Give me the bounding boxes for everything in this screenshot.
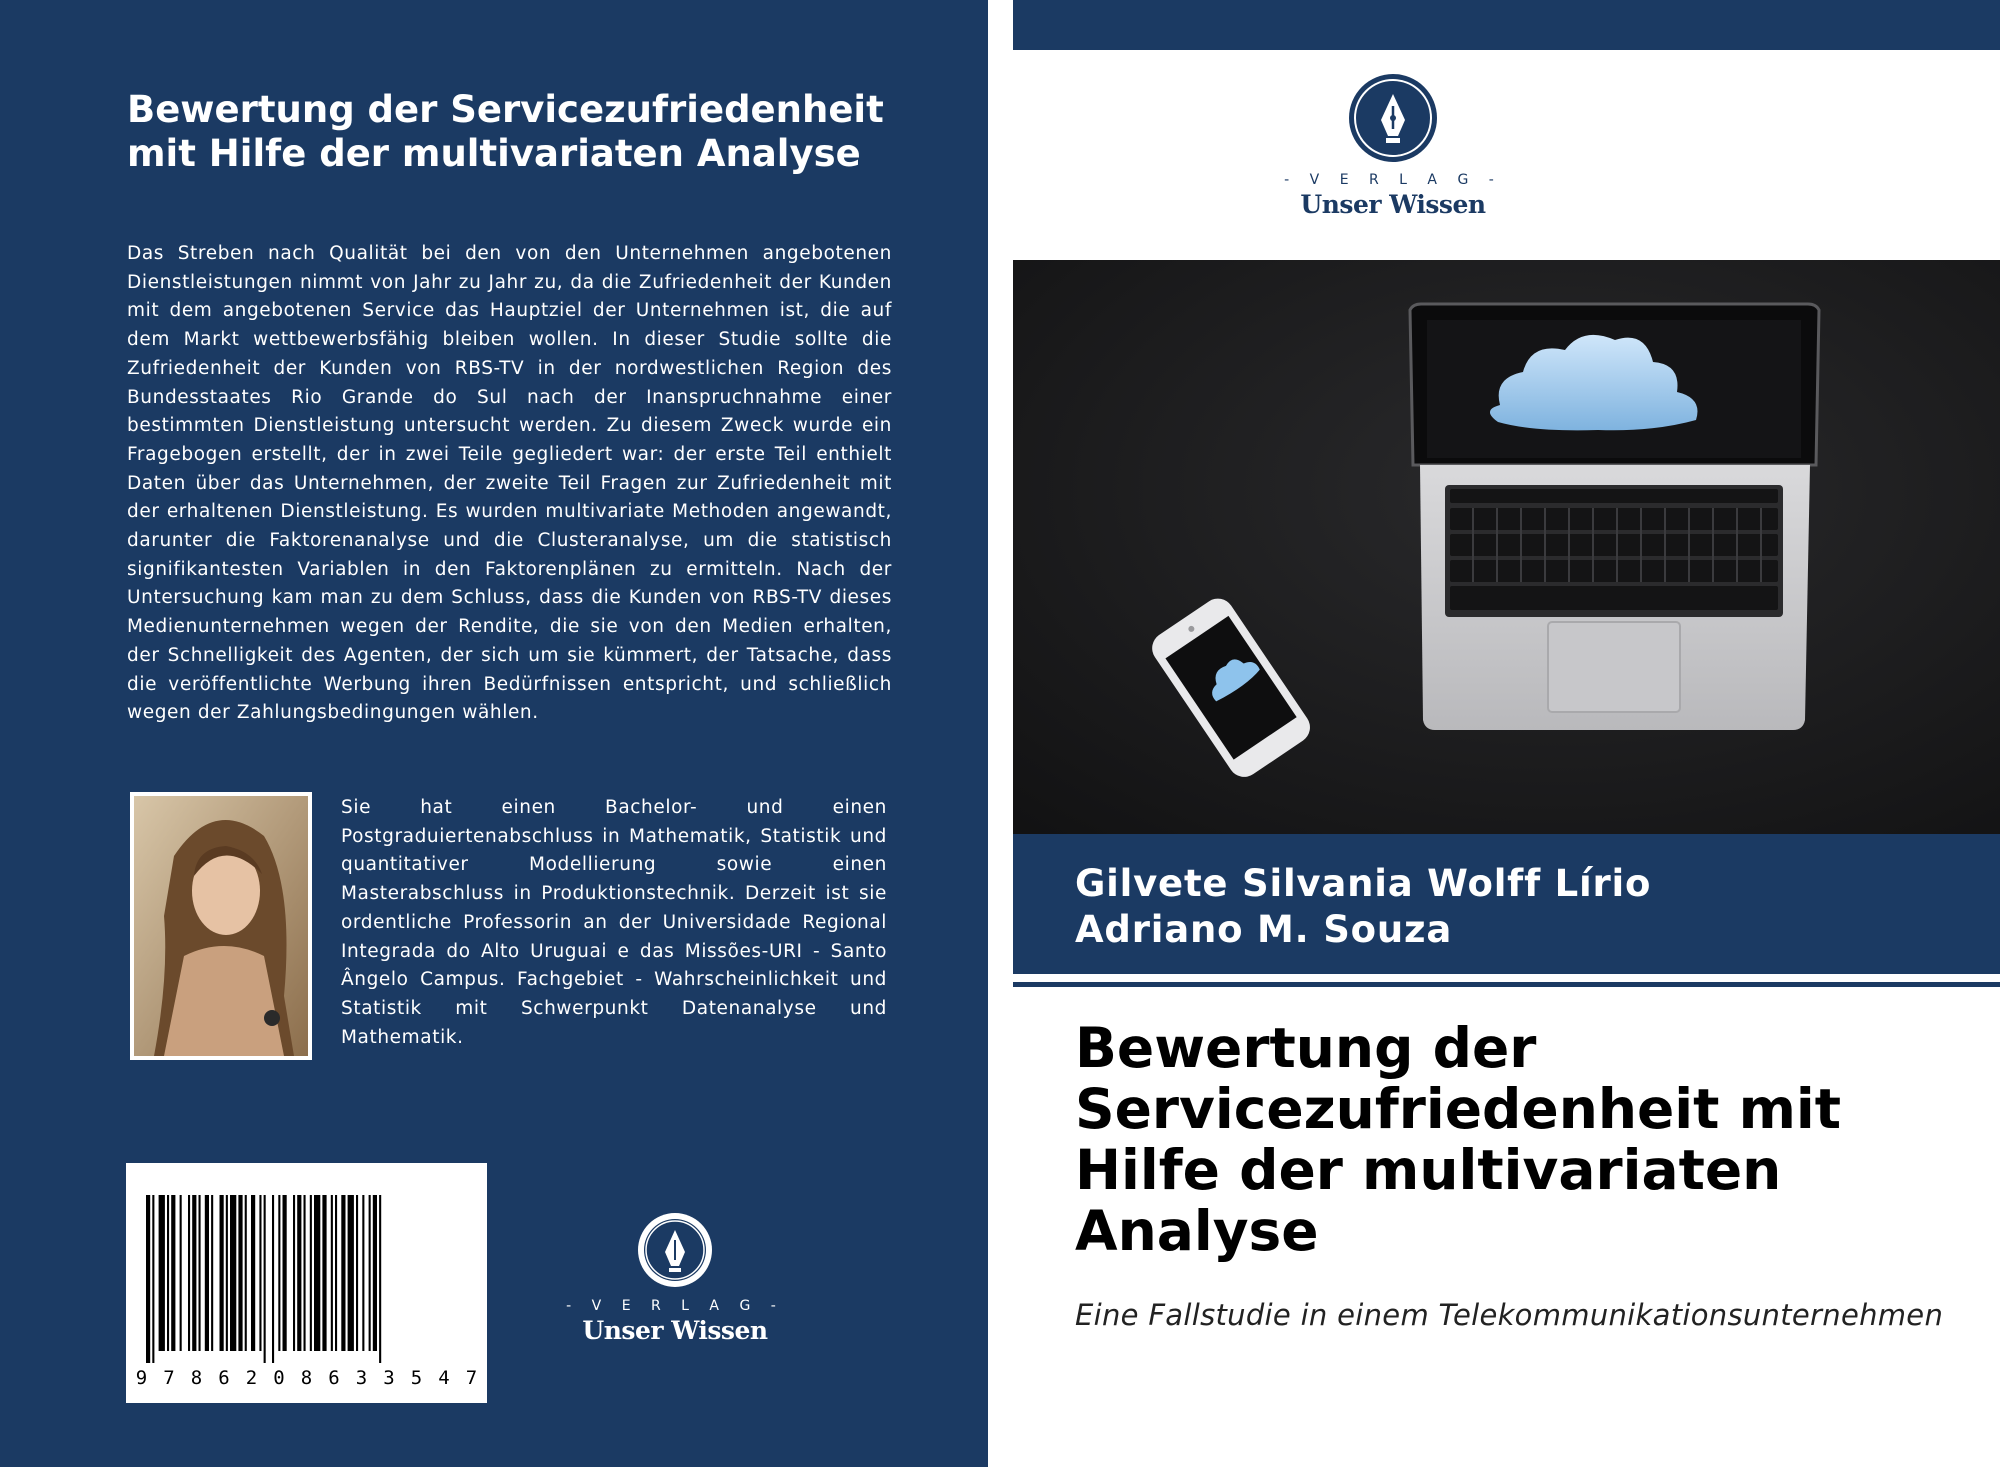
back-cover-blurb: Das Streben nach Qualität bei den von den Unternehmen angebotenen Dienstleistungen nimmt von Jahr zu Jahr zu, da die Zufriedenheit der Kunden mit dem angebotenen Service das Hauptziel der Unternehmen ist, die auf dem Markt wettbewerbsfähig bleiben wollen. In dieser Studie sollte die Zufriedenheit der Kunden von RBS-TV in der nordwestlichen Region des Bundesstaates Rio Grande do Sul nach der Inanspruchnahme einer bestimmten Dienstleistung untersucht werden. Zu diesem Zweck wurde ein Fragebogen erstellt, der in zwei Teile gegliedert war: der erste Teil enthielt Daten über das Unternehmen, der zweite Teil Fragen zur Zufriedenheit mit der erhaltenen Dienstleistung. Es wurden multivariate Methoden angewandt, darunter die Faktorenanalyse und die Clusteranalyse, um die statistisch signifikantesten Variablen in den Faktorenplänen zu ermitteln. Nach der Untersuchung kam man zu dem Schluss, dass die Kunden von RBS-TV dieses Medienunternehmen wegen der Rendite, die sie von den Medien erhalten, der Schnelligkeit des Agenten, der sich um sie kümmert, der Tatsache, dass die veröffentlichte Werbung ihren Bedürfnissen entspricht, und schließlich wegen der Zahlungsbedingungen wählen.	[127, 243, 892, 724]
back-logo-verlag: - V E R L A G -	[566, 1298, 784, 1314]
author-name-1: Gilvete Silvania Wolff Lírio	[1075, 862, 1652, 905]
barcode-bar	[322, 1195, 326, 1351]
author-bio: Sie hat einen Bachelor- und einen Postgraduiertenabschluss in Mathematik, Statistik und quantitativer Modellierung sowie einen Masterabschluss in Produktionstechnik. Derzeit ist sie ordentliche Professorin an der Universidade Regional Integrada do Alto Uruguai e das Missões-URI - Santo Ângelo Campus. Fachgebiet - Wahrscheinlichkeit und Statistik mit Schwerpunkt Datenanalyse und Mathematik.	[341, 797, 887, 1048]
isbn-digit: 8	[190, 1367, 203, 1389]
barcode-bar	[152, 1195, 154, 1363]
front-publisher-logo	[1278, 72, 1508, 219]
barcode-bar	[180, 1195, 182, 1351]
isbn-digit: 6	[218, 1367, 230, 1389]
isbn-digit: 3	[383, 1367, 395, 1389]
barcode-bar	[341, 1195, 345, 1351]
isbn-digit: 7	[465, 1367, 478, 1389]
barcode-bar	[379, 1195, 381, 1363]
barcode-bar	[167, 1195, 169, 1351]
cover-photo	[1013, 260, 2000, 834]
isbn-digit: 5	[410, 1367, 423, 1389]
barcode-bar	[159, 1195, 165, 1351]
barcode-bar	[293, 1195, 295, 1351]
barcode-bar	[331, 1195, 333, 1351]
barcode-bar	[310, 1195, 312, 1351]
barcode-bar	[226, 1195, 228, 1351]
back-logo-name: Unser Wissen	[582, 1316, 768, 1345]
back-publisher-logo	[560, 1210, 790, 1345]
laptop-and-phone-with-cloud-icon	[1013, 260, 2000, 834]
barcode-bar	[171, 1195, 175, 1351]
fountain-pen-nib-icon	[1347, 72, 1439, 164]
front-logo-verlag: - V E R L A G -	[1284, 172, 1502, 188]
barcode-bar	[369, 1195, 371, 1351]
barcode-bar	[251, 1195, 255, 1351]
front-logo-name: Unser Wissen	[1300, 190, 1486, 219]
isbn-number	[130, 1367, 483, 1389]
barcode-bar	[297, 1195, 301, 1351]
barcode-bar	[238, 1195, 242, 1351]
isbn-digit: 9	[135, 1367, 148, 1389]
barcode-bar	[211, 1195, 213, 1351]
author-photo	[130, 792, 312, 1060]
barcode-bar	[283, 1195, 287, 1351]
back-cover-title: Bewertung der Servicezufriedenheit mit Hilfe der multivariaten Analyse	[127, 88, 884, 175]
isbn-digit: 7	[163, 1367, 175, 1389]
barcode-bar	[199, 1195, 201, 1351]
front-cover	[1013, 0, 2000, 1467]
barcode-bar	[314, 1195, 320, 1351]
author-name-2: Adriano M. Souza	[1075, 908, 1453, 951]
barcode-bar	[188, 1195, 190, 1351]
isbn-digit: 3	[355, 1367, 368, 1389]
barcode-bar	[362, 1195, 364, 1351]
barcode-bar	[245, 1195, 247, 1351]
isbn-digit: 4	[438, 1367, 450, 1389]
barcode-bar	[259, 1195, 261, 1351]
back-cover	[0, 0, 988, 1467]
barcode-bar	[373, 1195, 377, 1351]
barcode-bar	[192, 1195, 196, 1351]
barcode-bar	[264, 1195, 266, 1363]
fountain-pen-nib-icon	[635, 1210, 715, 1290]
barcode-bar	[272, 1195, 274, 1363]
isbn-digit: 8	[300, 1367, 313, 1389]
barcode-bar	[348, 1195, 354, 1351]
barcode-bar	[220, 1195, 224, 1351]
front-cover-title: Bewertung der Servicezufriedenheit mit Hilfe der multivariaten Analyse	[1075, 1016, 1842, 1263]
authors-band	[1013, 834, 2000, 974]
barcode-bar	[304, 1195, 306, 1351]
barcode-bar	[146, 1195, 150, 1363]
barcode-bar	[230, 1195, 236, 1351]
barcode	[126, 1163, 487, 1403]
isbn-digit: 0	[273, 1367, 285, 1389]
isbn-digit: 6	[328, 1367, 340, 1389]
barcode-bars	[126, 1163, 487, 1363]
barcode-bar	[356, 1195, 358, 1351]
title-divider	[1013, 982, 2000, 987]
barcode-bar	[335, 1195, 337, 1351]
front-top-bar	[1013, 0, 2000, 50]
barcode-bar	[205, 1195, 209, 1351]
barcode-bar	[278, 1195, 280, 1351]
isbn-digit: 2	[245, 1367, 258, 1389]
front-cover-subtitle: Eine Fallstudie in einem Telekommunikationsunternehmen	[1075, 1298, 1944, 1332]
